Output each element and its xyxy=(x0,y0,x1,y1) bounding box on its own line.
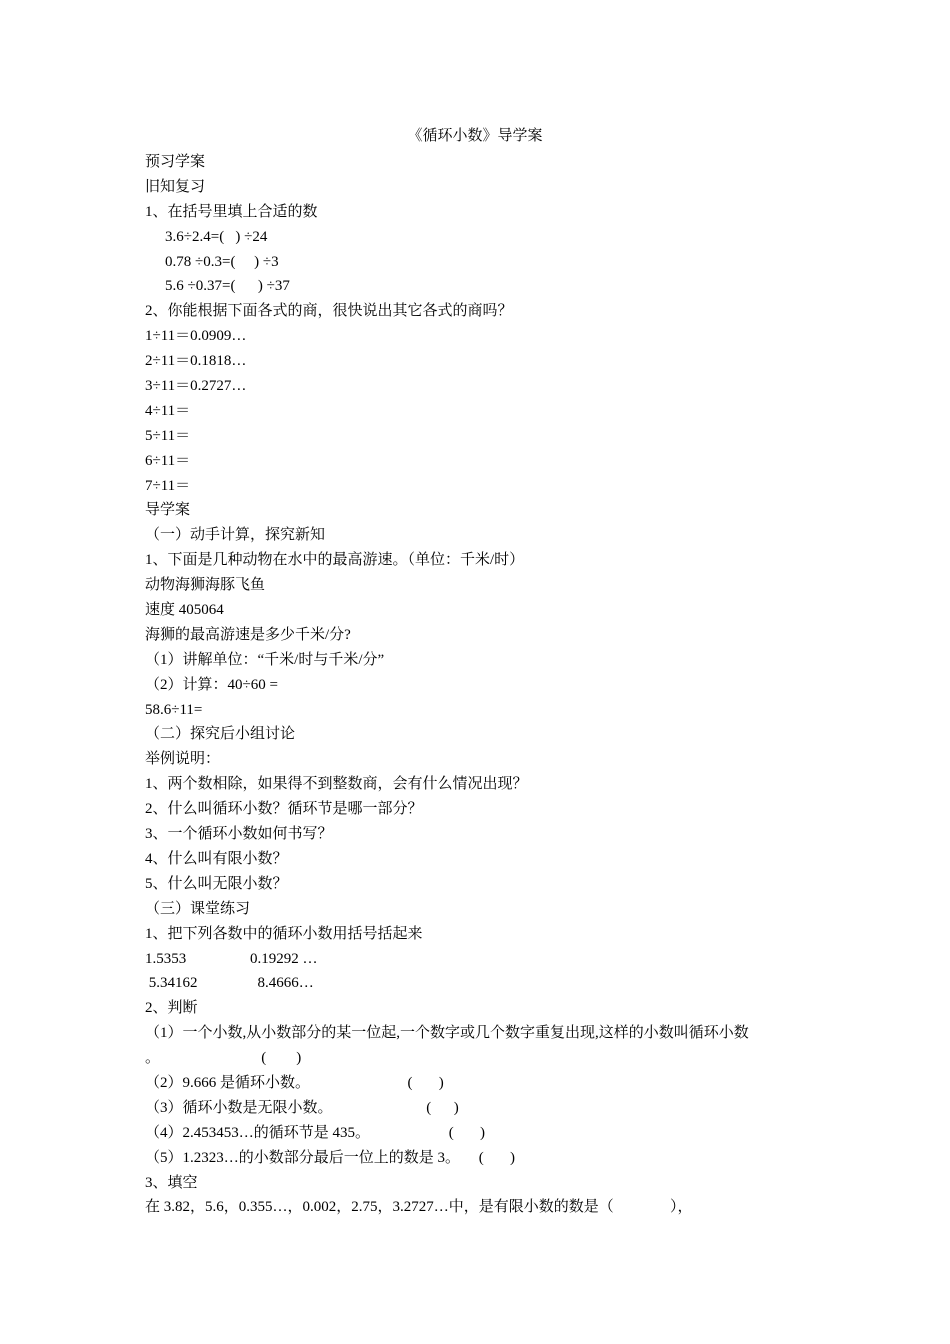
subsection-heading: （二）探究后小组讨论 xyxy=(145,726,296,743)
division-line: 3÷11＝0.2727… xyxy=(145,378,247,395)
text-line: 1、下面是几种动物在水中的最高游速。（单位：千米/时） xyxy=(145,552,525,569)
division-line: 5÷11＝ xyxy=(145,427,191,444)
number-list-line: 5.34162 8.4666… xyxy=(145,975,314,992)
text-line: （2）计算：40÷60 = xyxy=(145,676,278,693)
equation-line: 0.78 ÷0.3=( ) ÷3 xyxy=(165,253,279,270)
division-line: 4÷11＝ xyxy=(145,402,191,419)
question-1-prompt: 1、在括号里填上合适的数 xyxy=(145,203,318,220)
text-line: 58.6÷11= xyxy=(145,701,203,718)
judgement-item: （4）2.453453…的循环节是 435。 ( ) xyxy=(145,1124,485,1141)
section-heading-review: 旧知复习 xyxy=(145,178,206,195)
discussion-question: 4、什么叫有限小数？ xyxy=(145,850,288,867)
text-line: 举例说明： xyxy=(145,751,221,768)
division-line: 1÷11＝0.0909… xyxy=(145,328,247,345)
discussion-question: 5、什么叫无限小数？ xyxy=(145,875,288,892)
equation-line: 5.6 ÷0.37=( ) ÷37 xyxy=(165,278,290,295)
judgement-item-continued: 。 ( ) xyxy=(145,1050,302,1067)
division-line: 7÷11＝ xyxy=(145,477,191,494)
discussion-question: 3、一个循环小数如何书写？ xyxy=(145,826,333,843)
text-line: 动物海狮海豚飞鱼 xyxy=(145,577,266,594)
exercise-prompt: 2、判断 xyxy=(145,1000,198,1017)
division-line: 2÷11＝0.1818… xyxy=(145,353,247,370)
fill-in-item: 在 3.82，5.6，0.355…，0.002，2.75，3.2727…中，是有限小数的数是（ ）， xyxy=(145,1199,693,1216)
number-list-line: 1.5353 0.19292 … xyxy=(145,950,318,967)
judgement-item: （5）1.2323…的小数部分最后一位上的数是 3。 ( ) xyxy=(145,1149,515,1166)
division-line: 6÷11＝ xyxy=(145,452,191,469)
document-body xyxy=(145,150,825,1220)
judgement-item: （2）9.666 是循环小数。 ( ) xyxy=(145,1074,444,1091)
judgement-item: （3）循环小数是无限小数。 ( ) xyxy=(145,1099,459,1116)
section-heading-guide: 导学案 xyxy=(145,502,191,519)
document-title: 《循环小数》导学案 xyxy=(407,128,543,144)
question-2-prompt: 2、你能根据下面各式的商，很快说出其它各式的商吗？ xyxy=(145,303,513,320)
text-line: （1）讲解单位：“千米/时与千米/分” xyxy=(145,651,385,668)
exercise-prompt: 1、把下列各数中的循环小数用括号括起来 xyxy=(145,925,423,942)
text-line: 速度 405064 xyxy=(145,602,224,619)
text-line: 海狮的最高游速是多少千米/分? xyxy=(145,626,351,643)
subsection-heading: （一）动手计算，探究新知 xyxy=(145,527,326,544)
judgement-item: （1）一个小数,从小数部分的某一位起,一个数字或几个数字重复出现,这样的小数叫循环小数 xyxy=(145,1025,749,1042)
subsection-heading: （三）课堂练习 xyxy=(145,900,251,917)
discussion-question: 2、什么叫循环小数？循环节是哪一部分？ xyxy=(145,801,423,818)
section-heading-preview: 预习学案 xyxy=(145,154,206,170)
exercise-prompt: 3、填空 xyxy=(145,1174,198,1191)
equation-line: 3.6÷2.4=( ) ÷24 xyxy=(165,228,268,245)
discussion-question: 1、两个数相除，如果得不到整数商，会有什么情况出现？ xyxy=(145,776,528,793)
